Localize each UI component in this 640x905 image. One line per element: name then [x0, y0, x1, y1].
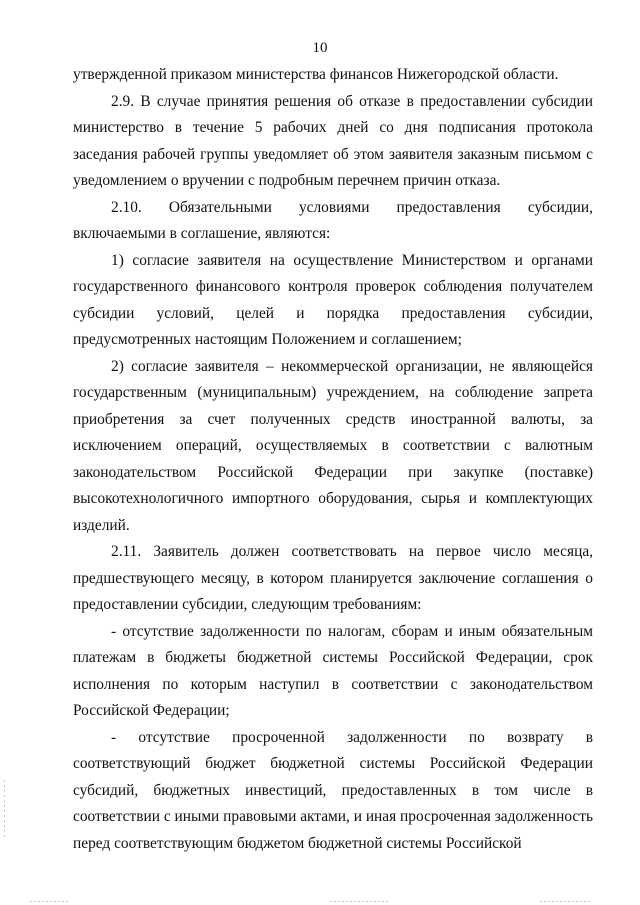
paragraph-2-11-requirement-2: - отсутствие просроченной задолженности по возврату в соответствующий бюджет бюджетной системы Российской Федерации субсидий, бюджетных инвестиций, предоставленных в том числе в соответствии с иными правовыми актами, и иная просроченная задолженность перед соответствующим бюджетом бюджетной системы Российской	[73, 728, 593, 852]
page-number: 10	[312, 40, 328, 56]
scan-artifact-bottom	[540, 901, 590, 902]
scan-artifact-bottom	[330, 901, 390, 902]
paragraph-2-11-requirement-1: - отсутствие задолженности по налогам, сборам и иным обязательным платежам в бюджеты бюджетной системы Российской Федерации, срок исполнения по которым наступил в соответствии с законодательством Российской Федерации;	[73, 622, 593, 719]
paragraph-2-10-item-1: 1) согласие заявителя на осуществление Министерством и органами государственного финансового контроля проверок соблюдения получателем субсидии условий, целей и порядка предоставления субсидии, предусмотренных настоящим Положением и соглашением;	[73, 251, 593, 348]
paragraph-2-10: 2.10. Обязательными условиями предоставления субсидии, включаемыми в соглашение, являются:	[73, 198, 593, 242]
scan-artifact-bottom	[30, 901, 70, 902]
paragraph-2-10-item-2: 2) согласие заявителя – некоммерческой организации, не являющейся государственным (муниципальным) учреждением, на соблюдение запрета приобретения за счет полученных средств иностранной валюты, за исключением операций, осуществляемых в соответствии с валютным законодательством Российской Федерации при закупке (поставке) высокотехнологичного импортного оборудования, сырья и комплектующих изделий.	[73, 357, 593, 534]
document-body	[73, 62, 593, 857]
paragraph-2-9: 2.9. В случае принятия решения об отказе в предоставлении субсидии министерство в течение 5 рабочих дней со дня подписания протокола заседания рабочей группы уведомляет об этом заявителя заказным письмом с уведомлением о вручении с подробным перечнем причин отказа.	[73, 92, 593, 189]
scan-artifact-left	[4, 780, 5, 840]
paragraph-2-11: 2.11. Заявитель должен соответствовать на первое число месяца, предшествующего месяцу, в котором планируется заключение соглашения о предоставлении субсидии, следующим требованиям:	[73, 543, 593, 613]
paragraph-continuation: утвержденной приказом министерства финансов Нижегородской области.	[73, 66, 559, 83]
